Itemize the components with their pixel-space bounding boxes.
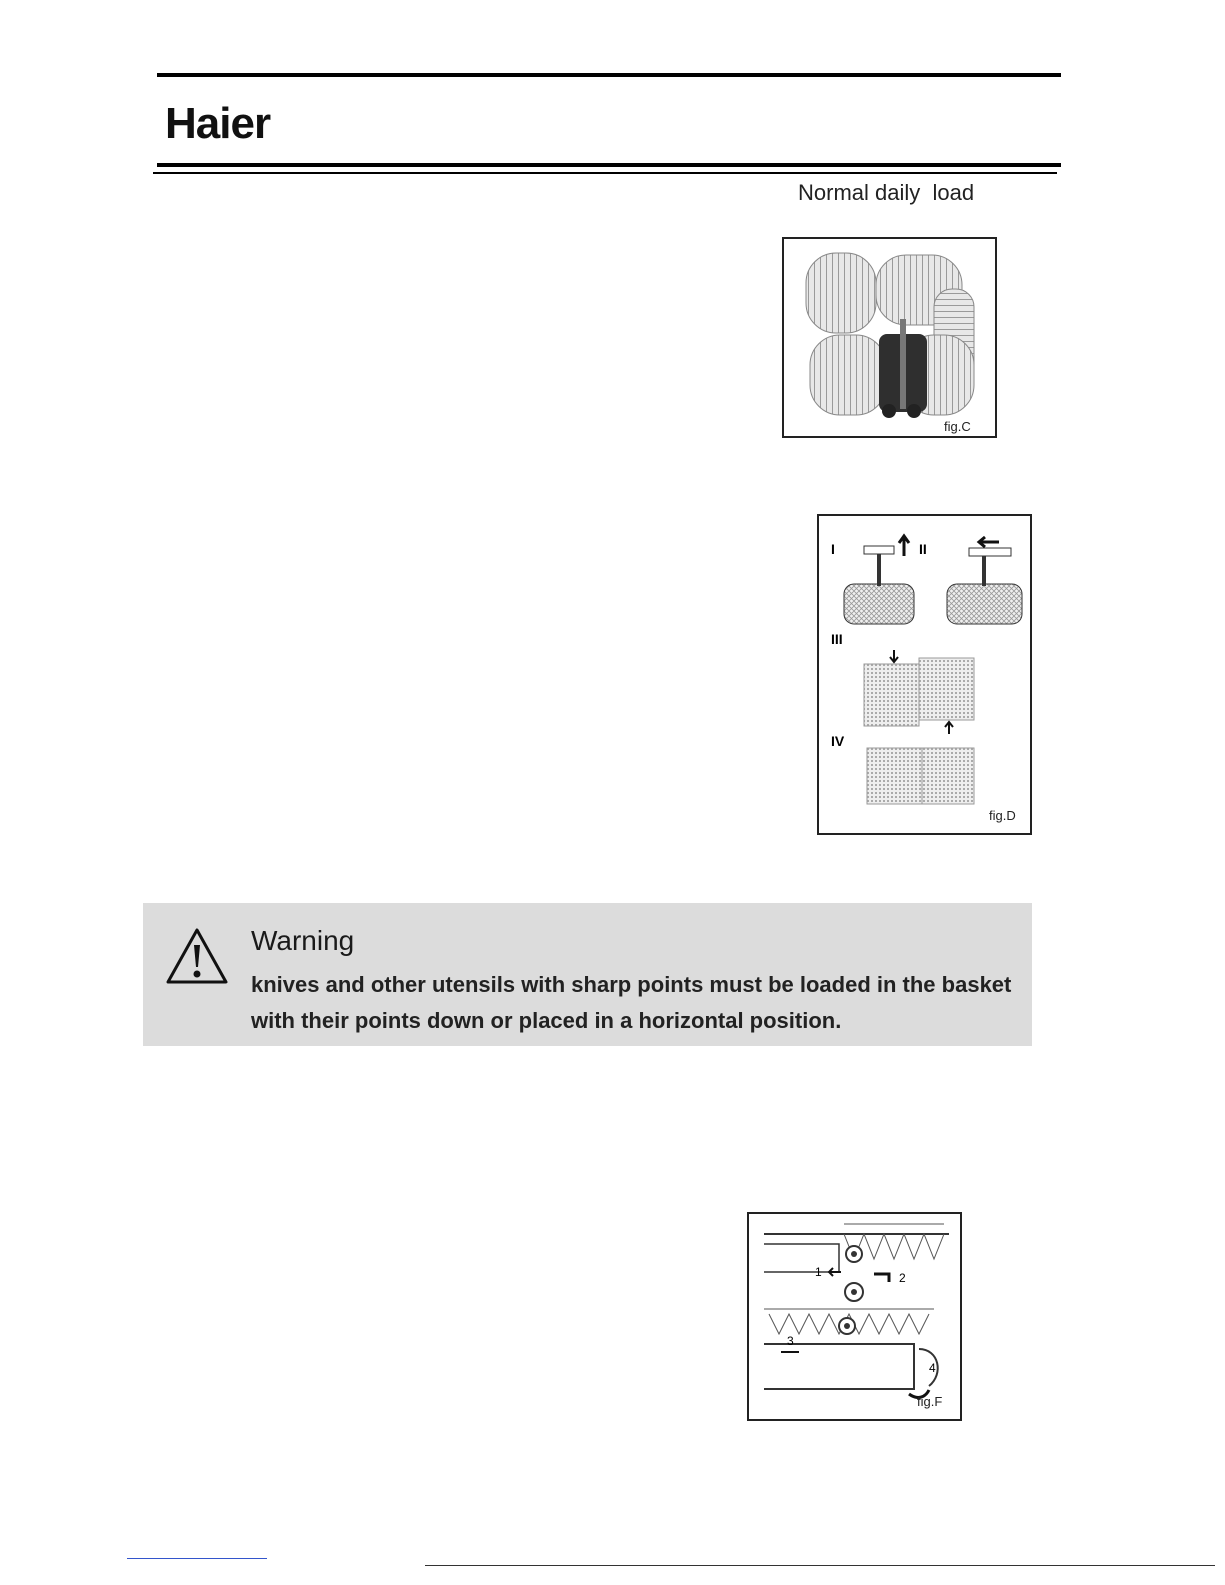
fig-f-step-3: 3 (787, 1334, 794, 1348)
figure-f-label: fig.F (917, 1394, 943, 1409)
figure-f (747, 1212, 962, 1421)
warning-triangle-icon (165, 927, 229, 985)
warning-box (143, 903, 1032, 1046)
fig-d-step-2: II (919, 541, 927, 557)
rack-wheel-removal-illustration (749, 1214, 960, 1419)
normal-load-caption: Normal daily load (798, 180, 975, 205)
fig-d-step-4: IV (831, 733, 845, 749)
warning-text: knives and other utensils with sharp points must be loaded in the basket with their points down or placed in a horizontal position. (251, 972, 1012, 1033)
fig-d-step-1: I (831, 541, 835, 557)
figure-c-label: fig.C (944, 419, 971, 434)
fig-f-step-1: 1 (815, 1265, 822, 1279)
basket-dishes-illustration (784, 239, 995, 436)
warning-title: Warning (251, 925, 355, 956)
brand-logo: Haier (165, 99, 271, 148)
figure-d (817, 514, 1032, 835)
header-bottom-rule-thick (157, 163, 1061, 167)
header-top-rule (157, 73, 1061, 77)
header-bottom-rule-thin (153, 172, 1057, 174)
fig-d-step-3: III (831, 631, 843, 647)
fig-f-step-2: 2 (899, 1271, 906, 1285)
fig-f-step-4: 4 (929, 1361, 936, 1375)
footer-rule-left (127, 1558, 267, 1559)
footer-rule-right (425, 1565, 1215, 1566)
figure-d-label: fig.D (989, 808, 1016, 823)
figure-c (782, 237, 997, 438)
basket-separation-illustration (819, 516, 1030, 833)
